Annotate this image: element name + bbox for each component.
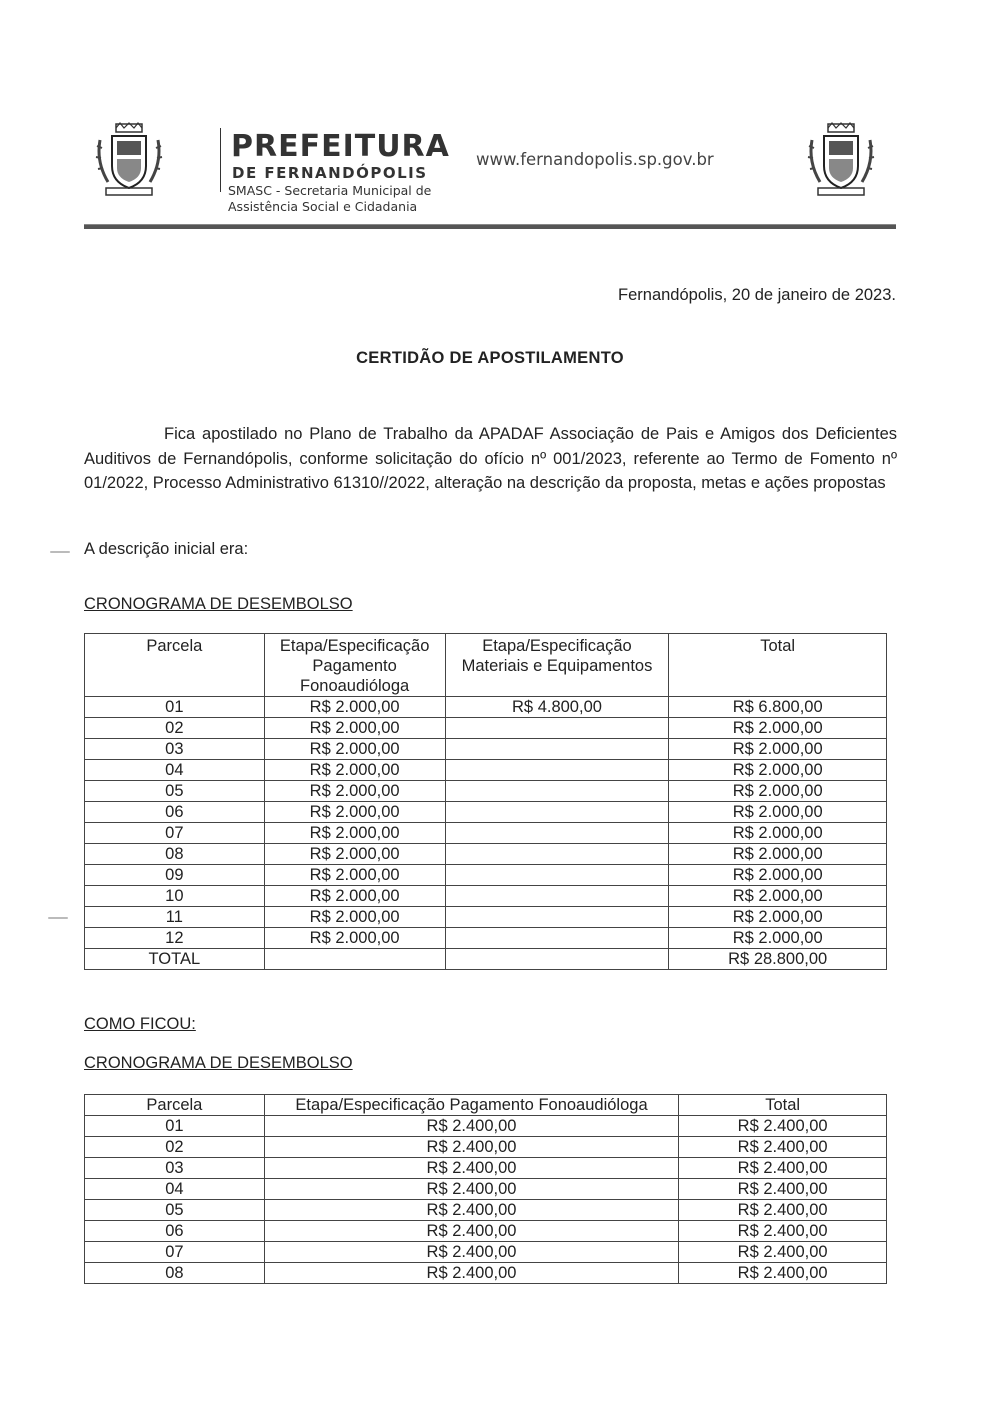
table-row [85,1221,887,1242]
table-row [85,1137,887,1158]
table-cell: 07 [85,823,265,844]
table-cell: R$ 2.000,00 [264,907,445,928]
table-cell: R$ 2.400,00 [264,1200,678,1221]
table-cell: TOTAL [85,949,265,970]
table-cell: R$ 2.000,00 [669,928,887,949]
table-cell: R$ 6.800,00 [669,697,887,718]
document-title: CERTIDÃO DE APOSTILAMENTO [356,349,624,367]
table-cell: R$ 2.000,00 [669,907,887,928]
table-cell: R$ 2.400,00 [264,1158,678,1179]
table-cell: R$ 2.400,00 [264,1263,678,1284]
table-cell: 02 [85,1137,265,1158]
header-divider [220,128,221,192]
table-cell: R$ 2.000,00 [669,781,887,802]
table-cell: R$ 2.400,00 [264,1137,678,1158]
table-cell [445,865,669,886]
brand-subtitle: DE FERNANDÓPOLIS [232,164,428,182]
table-cell: R$ 2.000,00 [669,718,887,739]
column-header-parcela: Parcela [85,634,265,697]
table-header-row [85,634,887,697]
table-cell: R$ 2.000,00 [669,802,887,823]
table-cell: 02 [85,718,265,739]
table-row [85,1116,887,1137]
column-header-materiais: Etapa/Especificação Materiais e Equipamentos [445,634,669,697]
table-cell: R$ 2.400,00 [679,1242,887,1263]
table-cell [445,886,669,907]
table-cell: 03 [85,739,265,760]
table-cell: R$ 2.000,00 [264,739,445,760]
table-row [85,823,887,844]
table-cell [445,823,669,844]
table-total-row [85,949,887,970]
table-cell: R$ 2.000,00 [264,802,445,823]
table-cell: 06 [85,1221,265,1242]
table-row [85,802,887,823]
table-cell: 04 [85,760,265,781]
table-cell: 08 [85,1263,265,1284]
scan-mark [50,551,70,553]
table-cell: R$ 2.000,00 [264,718,445,739]
table-cell: 06 [85,802,265,823]
table-cell [445,928,669,949]
body-paragraph-text: Fica apostilado no Plano de Trabalho da APADAF Associação de Pais e Amigos dos Deficientes Auditivos de Fernandópolis, conforme solicitação do ofício nº 001/2023, referente ao Termo de Fomento nº 01/2022, Processo Administrativo 61310//2022, alteração na descrição da proposta, metas e ações propostas [84,425,897,492]
table-cell: R$ 2.400,00 [679,1116,887,1137]
table-cell: R$ 2.000,00 [264,865,445,886]
department-name [228,183,468,215]
table-cell: 05 [85,1200,265,1221]
header-rule [84,224,896,229]
table-cell: R$ 2.400,00 [264,1116,678,1137]
body-paragraph [84,422,897,496]
table-row [85,781,887,802]
table-cell: 03 [85,1158,265,1179]
coat-of-arms-icon [94,122,164,200]
initial-description-lead: A descrição inicial era: [84,540,249,558]
table-cell: 10 [85,886,265,907]
table-cell: 08 [85,844,265,865]
table-cell: R$ 2.400,00 [264,1221,678,1242]
website-url: www.fernandopolis.sp.gov.br [476,150,714,169]
column-header-total: Total [679,1095,887,1116]
table-cell [445,949,669,970]
table-cell: R$ 2.000,00 [264,781,445,802]
table-cell [445,802,669,823]
table-cell [445,718,669,739]
table-row [85,718,887,739]
schedule-table-final [84,1094,887,1284]
table-cell: R$ 2.400,00 [679,1137,887,1158]
table-cell: 07 [85,1242,265,1263]
table-cell: R$ 2.400,00 [679,1200,887,1221]
table-cell: R$ 2.400,00 [264,1179,678,1200]
table-cell: 12 [85,928,265,949]
table-header-row [85,1095,887,1116]
table-cell: R$ 2.400,00 [679,1158,887,1179]
table-cell: R$ 2.000,00 [264,697,445,718]
table-cell: 01 [85,697,265,718]
table-cell: R$ 2.000,00 [264,886,445,907]
table-cell: R$ 4.800,00 [445,697,669,718]
table-cell [445,844,669,865]
document-date: Fernandópolis, 20 de janeiro de 2023. [618,286,896,304]
table-cell: R$ 2.000,00 [264,760,445,781]
table-cell: R$ 2.000,00 [669,760,887,781]
after-heading: COMO FICOU: [84,1015,196,1033]
table-row [85,886,887,907]
table-cell: 11 [85,907,265,928]
department-line-2: Assistência Social e Cidadania [228,199,418,214]
table-row [85,1158,887,1179]
table-cell [445,781,669,802]
table-cell: 01 [85,1116,265,1137]
table-cell: R$ 2.000,00 [264,823,445,844]
schedule-table-initial [84,633,887,970]
schedule-heading-initial: CRONOGRAMA DE DESEMBOLSO [84,595,353,613]
table-row [85,928,887,949]
department-line-1: SMASC - Secretaria Municipal de [228,183,432,198]
table-cell [445,739,669,760]
table-cell: R$ 2.000,00 [669,823,887,844]
table-row [85,1179,887,1200]
table-cell: R$ 2.400,00 [679,1263,887,1284]
column-header-fonoaudiologa: Etapa/Especificação Pagamento Fonoaudióloga [264,1095,678,1116]
table-row [85,1200,887,1221]
table-cell: R$ 28.800,00 [669,949,887,970]
table-row [85,1263,887,1284]
table-cell: R$ 2.000,00 [669,739,887,760]
table-cell [445,907,669,928]
table-row [85,844,887,865]
table-cell: R$ 2.000,00 [264,844,445,865]
table-cell: 09 [85,865,265,886]
table-row [85,697,887,718]
table-row [85,760,887,781]
brand-title: PREFEITURA [231,129,450,164]
table-cell: R$ 2.400,00 [679,1179,887,1200]
scan-mark [48,917,68,919]
table-cell: R$ 2.000,00 [264,928,445,949]
column-header-total: Total [669,634,887,697]
table-cell: R$ 2.400,00 [264,1242,678,1263]
table-cell: R$ 2.000,00 [669,886,887,907]
table-cell: R$ 2.400,00 [679,1221,887,1242]
column-header-fonoaudiologa: Etapa/Especificação Pagamento Fonoaudióloga [264,634,445,697]
table-cell: 05 [85,781,265,802]
table-cell [445,760,669,781]
table-cell: 04 [85,1179,265,1200]
table-row [85,1242,887,1263]
table-row [85,865,887,886]
schedule-heading-final: CRONOGRAMA DE DESEMBOLSO [84,1054,353,1072]
column-header-parcela: Parcela [85,1095,265,1116]
table-cell [264,949,445,970]
table-row [85,907,887,928]
table-row [85,739,887,760]
coat-of-arms-icon [806,122,876,200]
table-cell: R$ 2.000,00 [669,844,887,865]
table-cell: R$ 2.000,00 [669,865,887,886]
